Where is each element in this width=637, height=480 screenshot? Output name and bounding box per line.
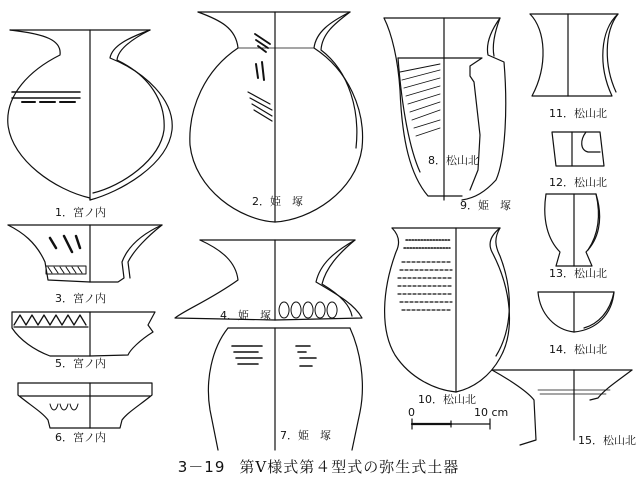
label-vessel-3: 3．宮ノ内: [55, 292, 106, 305]
vessel-5-drawing: [12, 312, 155, 356]
vessel-9-drawing: [384, 18, 506, 200]
vessel-10-drawing: [385, 228, 510, 392]
figure-title: 第Ⅴ様式第４型式の弥生式土器: [239, 458, 460, 476]
label-vessel-8: 8．松山北: [428, 154, 479, 167]
label-vessel-2: 2．姫 塚: [252, 195, 303, 208]
label-vessel-14: 14．松山北: [549, 343, 607, 356]
label-vessel-12: 12．松山北: [549, 176, 607, 189]
vessel-4-drawing: [175, 240, 362, 320]
label-vessel-15: 15．松山北: [578, 434, 636, 447]
vessel-11-drawing: [530, 14, 618, 96]
label-vessel-1: 1．宮ノ内: [55, 206, 106, 219]
label-vessel-10: 10．松山北: [418, 393, 476, 406]
label-vessel-7: 7．姫 塚: [280, 429, 331, 442]
vessel-2-drawing: [190, 12, 363, 222]
vessel-6-drawing: [18, 383, 152, 428]
label-vessel-13: 13．松山北: [549, 267, 607, 280]
vessel-13-drawing: [545, 194, 600, 266]
label-vessel-6: 6．宮ノ内: [55, 431, 106, 444]
scale-label-ten: 10 cm: [474, 406, 509, 419]
vessel-3-drawing: [8, 225, 162, 282]
figure-caption: [0, 456, 637, 477]
scale-bar: [412, 419, 490, 429]
label-vessel-5: 5．宮ノ内: [55, 357, 106, 370]
scale-label-zero: 0: [408, 406, 415, 419]
vessel-1-drawing: [8, 30, 172, 200]
vessel-14-drawing: [538, 292, 614, 332]
label-vessel-11: 11．松山北: [549, 107, 607, 120]
figure-number: 3－19: [177, 458, 226, 476]
label-vessel-9: 9．姫 塚: [460, 199, 511, 212]
label-vessel-4: 4．姫 塚: [220, 309, 271, 322]
vessel-12-drawing: [552, 132, 604, 166]
